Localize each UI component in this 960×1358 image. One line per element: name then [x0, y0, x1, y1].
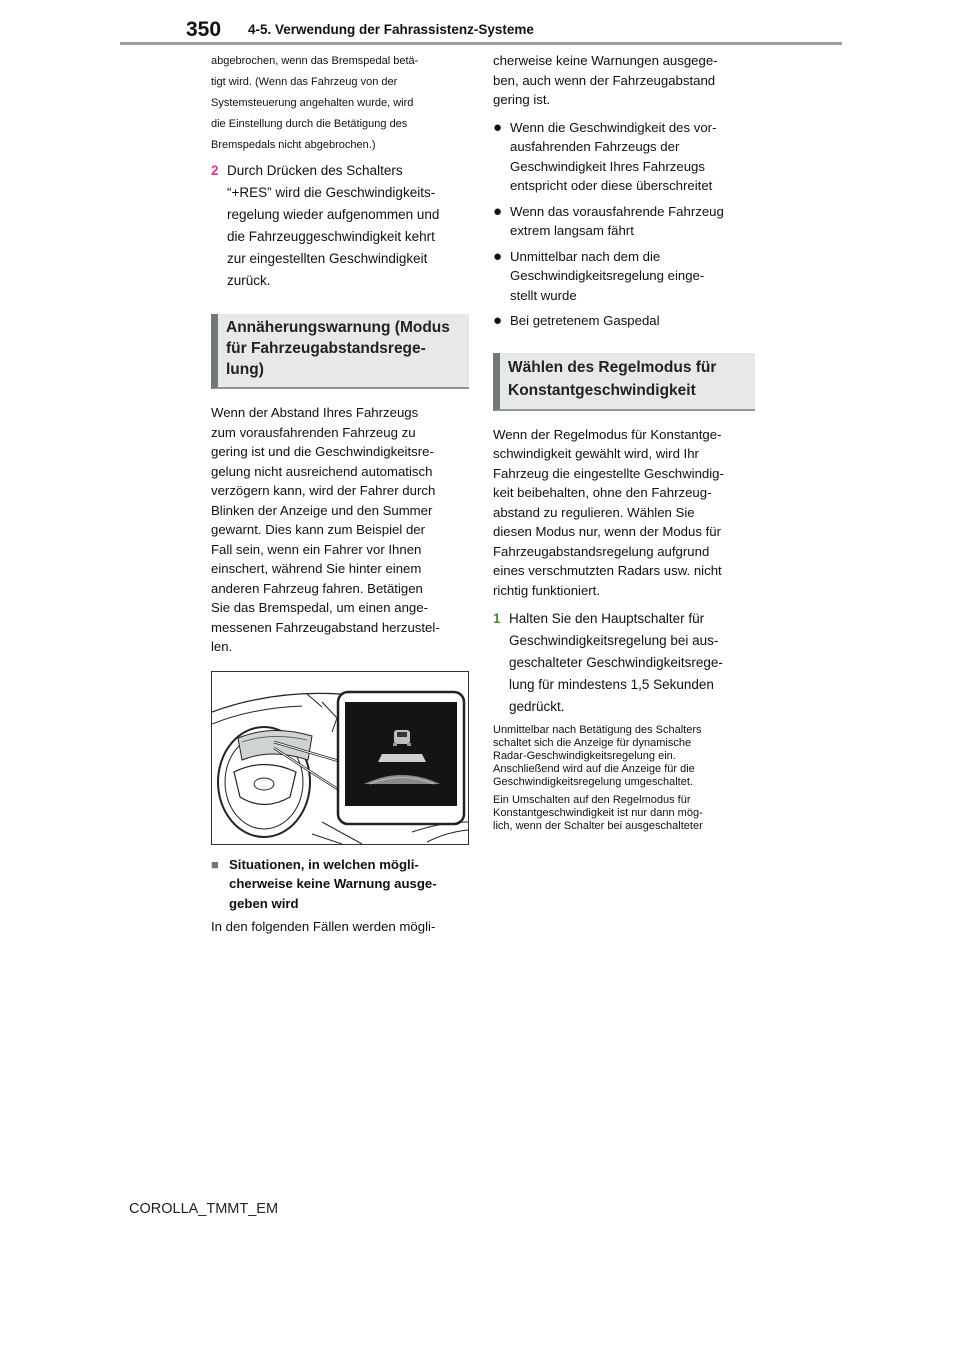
- step-2: [211, 160, 469, 292]
- text-line: Wenn die Geschwindigkeit des vor-: [510, 119, 717, 135]
- text-line: lung für mindestens 1,5 Sekunden: [509, 677, 714, 692]
- text-line: cherweise keine Warnungen ausgege-: [493, 53, 718, 68]
- text-line: gering ist und die Geschwindigkeitsre-: [211, 444, 434, 459]
- subheading-line: geben wird: [229, 895, 299, 911]
- text-line: In den folgenden Fällen werden mögli-: [211, 919, 436, 934]
- text-line: zur eingestellten Geschwindigkeit: [227, 251, 428, 266]
- heading-line: Wählen des Regelmodus für: [508, 358, 717, 376]
- text-line: Durch Drücken des Schalters: [227, 163, 403, 178]
- text-line: Bei getretenem Gaspedal: [510, 313, 660, 328]
- text-line: einschert, während Sie hinter einem: [211, 561, 422, 576]
- text-line: Fall sein, wenn ein Fahrer vor Ihnen: [211, 541, 422, 557]
- step-text: [227, 160, 439, 292]
- section-heading-approach-warning: [211, 314, 469, 389]
- right-column: [493, 51, 755, 833]
- text-line: schwindigkeit gewählt wird, wird Ihr: [493, 446, 699, 461]
- text-line: Bremspedals nicht abgebrochen.): [211, 139, 376, 151]
- square-bullet-icon: ■: [211, 856, 219, 872]
- text-line: Systemsteuerung angehalten wurde, wird: [211, 97, 414, 109]
- step-1: [493, 608, 755, 718]
- condition-list: [493, 118, 755, 331]
- text-line: die Einstellung durch die Betätigung des: [211, 118, 408, 130]
- text-line: entspricht oder diese überschreitet: [510, 178, 713, 193]
- text-line: die Fahrzeuggeschwindigkeit kehrt: [227, 229, 435, 244]
- text-line: “+RES” wird die Geschwindigkeits-: [227, 185, 436, 200]
- text-line: keit beibehalten, ohne den Fahrzeug-: [493, 485, 712, 500]
- text-line: Wenn das vorausfahrende Fahrzeug: [510, 203, 724, 219]
- continuation-paragraph: [493, 51, 755, 110]
- text-line: verzögern kann, wird der Fahrer durch: [211, 483, 436, 498]
- step-text: [509, 608, 723, 718]
- text-line: diesen Modus nur, wenn der Modus für: [493, 524, 721, 539]
- list-item: [493, 118, 755, 196]
- note-paragraph: [493, 724, 755, 789]
- lead-vehicle-icon: [393, 730, 411, 746]
- text-line: Anschließend wird auf die Anzeige für die: [493, 763, 695, 775]
- list-item: [493, 202, 755, 241]
- list-item: [493, 311, 755, 331]
- text-line: Fahrzeugabstandsregelung aufgrund: [493, 543, 710, 559]
- text-line: Fahrzeug die eingestellte Geschwindig-: [493, 465, 724, 481]
- text-line: Blinken der Anzeige und den Summer: [211, 502, 433, 518]
- body-paragraph: [493, 425, 755, 601]
- left-column: [211, 52, 469, 943]
- text-line: Geschwindigkeitsregelung bei aus-: [509, 633, 719, 648]
- note-paragraph: [493, 794, 755, 833]
- step-number: 2: [211, 163, 219, 178]
- text-line: Sie das Bremspedal, um einen ange-: [211, 600, 428, 615]
- text-line: Wenn der Abstand Ihres Fahrzeugs: [211, 405, 419, 420]
- bullet-dot-icon: ●: [493, 247, 503, 265]
- text-line: messenen Fahrzeugabstand herzustel-: [211, 619, 440, 635]
- heading-line: lung): [226, 361, 264, 378]
- heading-line: für Fahrzeugabstandsrege-: [226, 340, 426, 357]
- subheading-line: Situationen, in welchen mögli-: [229, 856, 419, 872]
- text-line: tigt wird. (Wenn das Fahrzeug von der: [211, 76, 398, 88]
- page-number: 350: [186, 18, 222, 41]
- text-line: Halten Sie den Hauptschalter für: [509, 611, 705, 626]
- text-line: richtig funktioniert.: [493, 582, 601, 598]
- text-line: zurück.: [227, 273, 271, 288]
- text-line: regelung wieder aufgenommen und: [227, 207, 440, 222]
- distance-bar-icon: [378, 754, 426, 762]
- text-line: Geschwindigkeitsregelung einge-: [510, 268, 705, 283]
- heading-line: Annäherungswarnung (Modus: [226, 319, 450, 336]
- header-rule: [120, 42, 842, 45]
- text-line: ausfahrenden Fahrzeugs der: [510, 139, 680, 154]
- text-line: Ein Umschalten auf den Regelmodus für: [493, 794, 691, 806]
- text-line: extrem langsam fährt: [510, 223, 634, 238]
- bullet-dot-icon: ●: [493, 202, 503, 220]
- section-heading-constant-speed: [493, 353, 755, 411]
- text-line: zum vorausfahrenden Fahrzeug zu: [211, 424, 416, 440]
- text-line: Wenn der Regelmodus für Konstantge-: [493, 426, 722, 442]
- text-line: Konstantgeschwindigkeit ist nur dann mög-: [493, 807, 703, 819]
- text-line: schaltet sich die Anzeige für dynamische: [493, 737, 692, 749]
- text-line: gedrückt.: [509, 699, 565, 714]
- intro-paragraph: [211, 52, 469, 155]
- text-line: gewarnt. Dies kann zum Beispiel der: [211, 522, 426, 537]
- bullet-dot-icon: ●: [493, 312, 503, 329]
- text-line: ben, auch wenn der Fahrzeugabstand: [493, 72, 716, 88]
- subheading-no-warning: [211, 855, 469, 914]
- step-number: 1: [493, 611, 501, 626]
- text-line: eines verschmutzten Radars usw. nicht: [493, 563, 722, 578]
- footer-model-code: COROLLA_TMMT_EM: [129, 1201, 279, 1217]
- text-line: Unmittelbar nach dem die: [510, 248, 661, 264]
- text-line: gering ist.: [493, 92, 551, 107]
- text-line: geschalteter Geschwindigkeitsrege-: [509, 655, 723, 670]
- text-line: stellt wurde: [510, 287, 577, 303]
- text-line: Geschwindigkeit Ihres Fahrzeugs: [510, 158, 705, 174]
- text-line: Unmittelbar nach Betätigung des Schalters: [493, 724, 702, 736]
- text-line: Radar-Geschwindigkeitsregelung ein.: [493, 750, 676, 762]
- dashboard-illustration: [211, 671, 469, 845]
- text-line: Geschwindigkeitsregelung umgeschaltet.: [493, 776, 693, 788]
- body-paragraph: [211, 403, 469, 657]
- dashboard-drawing: [212, 672, 468, 844]
- subheading-line: cherweise keine Warnung ausge-: [229, 876, 437, 891]
- text-line: gelung nicht ausreichend automatisch: [211, 463, 433, 479]
- text-line: abgebrochen, wenn das Bremspedal betä-: [211, 55, 419, 67]
- text-line: len.: [211, 639, 233, 654]
- text-line: abstand zu regulieren. Wählen Sie: [493, 504, 695, 520]
- text-line: lich, wenn der Schalter bei ausgeschalteter: [493, 820, 703, 832]
- text-line: anderen Fahrzeug fahren. Betätigen: [211, 580, 423, 596]
- section-title: 4-5. Verwendung der Fahrassistenz-Systeme: [248, 22, 534, 37]
- list-item: [493, 247, 755, 306]
- heading-line: Konstantgeschwindigkeit: [508, 381, 696, 399]
- bullet-dot-icon: ●: [493, 118, 503, 136]
